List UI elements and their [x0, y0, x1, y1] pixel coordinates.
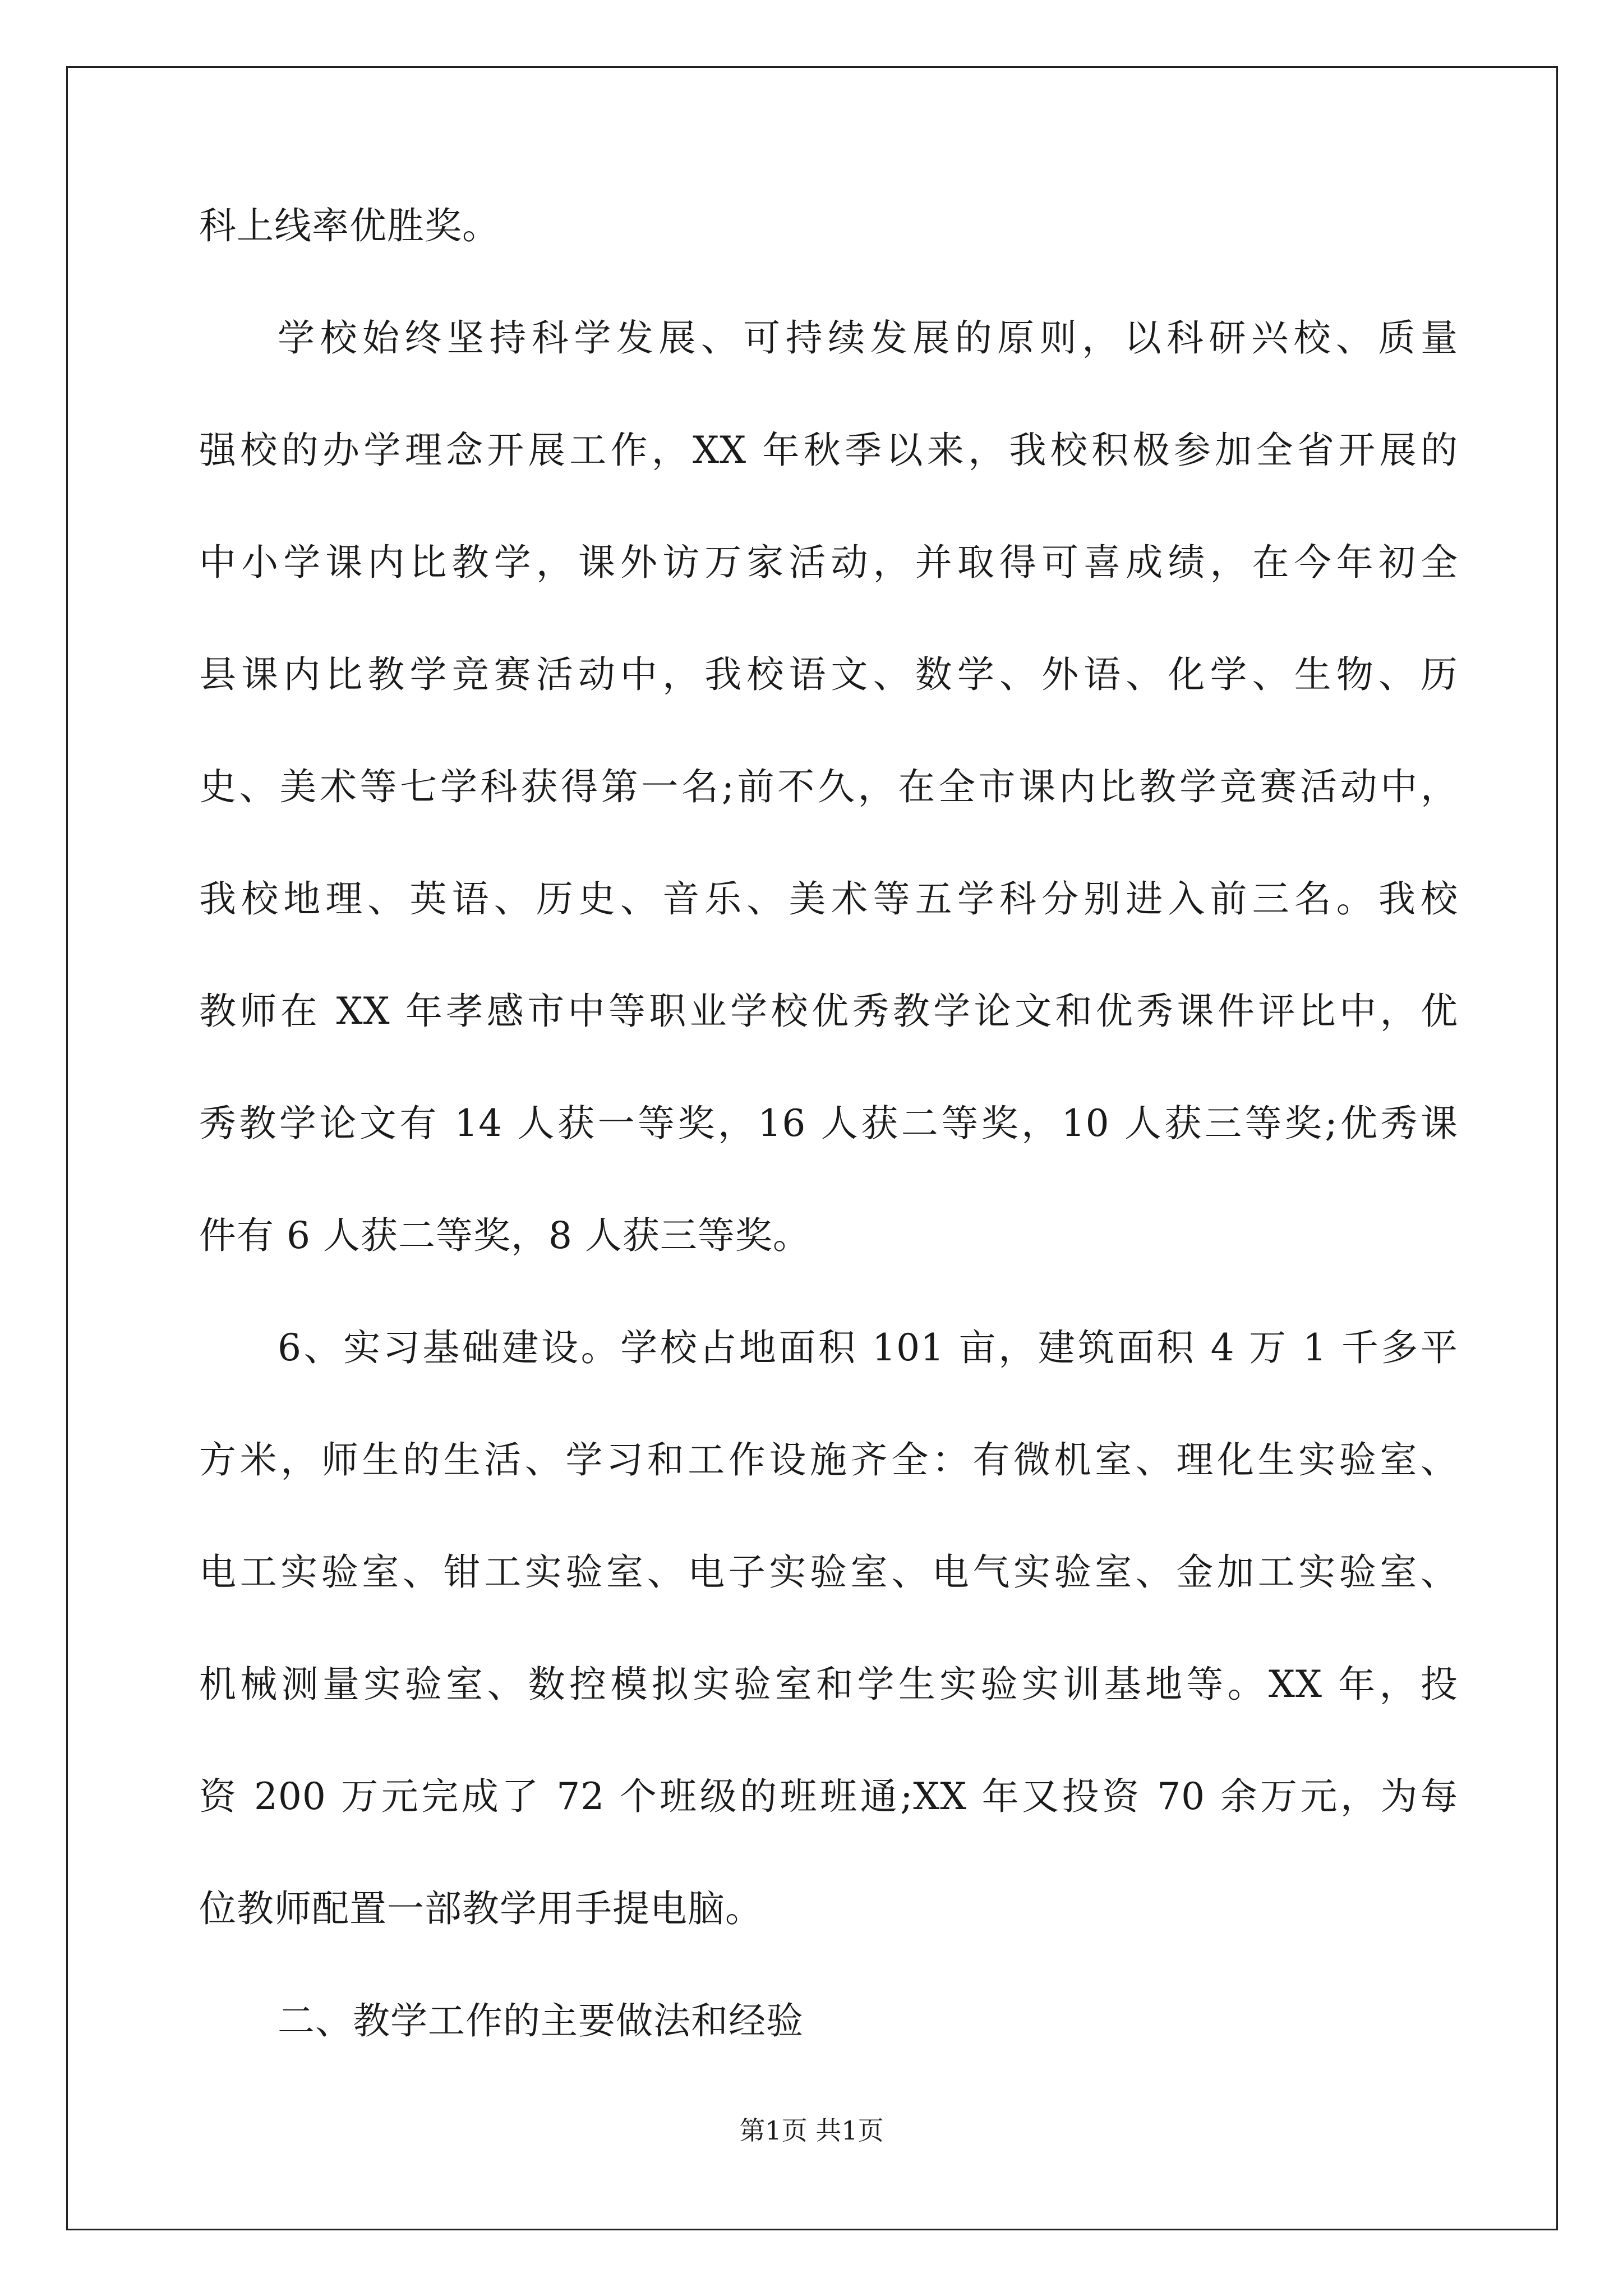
paragraph-line: 强校的办学理念开展工作，XX 年秋季以来，我校积极参加全省开展的: [199, 429, 1458, 472]
paragraph-line: 位教师配置一部教学用手提电脑。: [199, 1887, 763, 1930]
paragraph-line: 教师在 XX 年孝感市中等职业学校优秀教学论文和优秀课件评比中，优: [199, 990, 1458, 1033]
paragraph-line: 机械测量实验室、数控模拟实验室和学生实验实训基地等。XX 年，投: [199, 1663, 1458, 1706]
paragraph-line: 件有 6 人获二等奖，8 人获三等奖。: [199, 1214, 810, 1257]
paragraph-line: 6、实习基础建设。学校占地面积 101 亩，建筑面积 4 万 1 千多平: [278, 1326, 1458, 1369]
page-number-footer: 第1页 共1页: [739, 2115, 884, 2146]
paragraph-line: 资 200 万元完成了 72 个班级的班班通;XX 年又投资 70 余万元，为每: [199, 1775, 1458, 1818]
paragraph-line: 中小学课内比教学，课外访万家活动，并取得可喜成绩，在今年初全: [199, 541, 1458, 584]
paragraph-line: 学校始终坚持科学发展、可持续发展的原则，以科研兴校、质量: [278, 316, 1458, 360]
paragraph-line: 县课内比教学竞赛活动中，我校语文、数学、外语、化学、生物、历: [199, 653, 1458, 696]
paragraph-line: 电工实验室、钳工实验室、电子实验室、电气实验室、金加工实验室、: [199, 1550, 1458, 1594]
paragraph-line: 科上线率优胜奖。: [199, 204, 500, 247]
paragraph-line: 我校地理、英语、历史、音乐、美术等五学科分别进入前三名。我校: [199, 877, 1458, 921]
document-body: [199, 204, 1458, 2115]
paragraph-line: 史、美术等七学科获得第一名;前不久，在全市课内比教学竞赛活动中，: [199, 765, 1458, 808]
paragraph-line: 方米，师生的生活、学习和工作设施齐全：有微机室、理化生实验室、: [199, 1438, 1458, 1481]
section-heading: 二、教学工作的主要做法和经验: [278, 1999, 804, 2042]
paragraph-line: 秀教学论文有 14 人获一等奖，16 人获二等奖，10 人获三等奖;优秀课: [199, 1102, 1458, 1145]
